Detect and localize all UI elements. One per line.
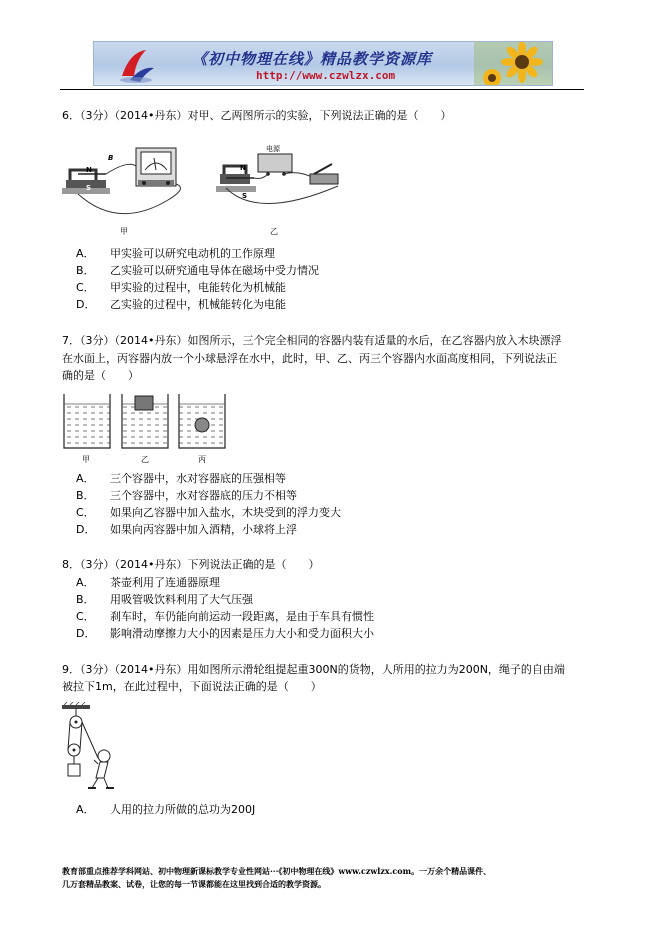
- fig7-label-jia: 甲: [82, 455, 90, 464]
- fig6-jia-n-label: N: [86, 166, 92, 174]
- question-9-stem-line-2: 被拉下1m，在此过程中，下面说法正确的是（ ）: [62, 680, 322, 693]
- question-9-pulley-figure: [60, 702, 130, 796]
- question-8-option-c[interactable]: C． 刹车时，车仍能向前运动一段距离，是由于车具有惯性: [76, 610, 374, 623]
- question-6-option-a[interactable]: A． 甲实验可以研究电动机的工作原理: [76, 247, 275, 260]
- sunflower-image: [474, 42, 553, 86]
- fig6-jia-b-label: B: [108, 154, 114, 162]
- question-7-stem-line-2: 在水面上，丙容器内放一个小球悬浮在水中，此时，甲、乙、丙三个容器内水面高度相同，下列说法正: [62, 352, 557, 365]
- fig7-label-bing: 丙: [198, 455, 206, 464]
- banner-title: 《初中物理在线》精品教学资源库: [192, 50, 433, 68]
- fig6-label-jia: 甲: [120, 227, 128, 236]
- question-8-option-d[interactable]: D． 影响滑动摩擦力大小的因素是压力大小和受力面积大小: [76, 627, 374, 640]
- question-8-stem: 8．（3分）（2014•丹东）下列说法正确的是（ ）: [62, 558, 320, 571]
- fig6-label-yi: 乙: [270, 227, 278, 236]
- fig6-yi-n-label: N: [240, 164, 246, 172]
- question-6-option-b[interactable]: B． 乙实验可以研究通电导体在磁场中受力情况: [76, 264, 319, 277]
- footer-line-2: 几万套精品教案、试卷，让您的每一节课都能在这里找到合适的教学资源。: [62, 879, 326, 889]
- fig6-jia-s-label: S: [86, 184, 92, 192]
- question-7-option-d[interactable]: D． 如果向丙容器中加入酒精，小球将上浮: [76, 523, 297, 536]
- question-6-option-c[interactable]: C． 甲实验的过程中，电能转化为机械能: [76, 281, 286, 294]
- header-banner: [93, 41, 553, 86]
- footer-line-1: 教育部重点推荐学科网站、初中物理新课标教学专业性网站···《初中物理在线》www.czwlzx.com。一万余个精品课件、: [62, 866, 492, 876]
- question-7-stem-line-1: 7．（3分）（2014•丹东）如图所示，三个完全相同的容器内装有适量的水后，在乙容器内放入木块漂浮: [62, 334, 562, 347]
- fig6-yi-s-label: S: [242, 192, 248, 200]
- question-7-option-a[interactable]: A． 三个容器中，水对容器底的压强相等: [76, 472, 286, 485]
- header-rule: [60, 89, 584, 90]
- fig7-label-yi: 乙: [141, 455, 149, 464]
- question-8-option-b[interactable]: B． 用吸管吸饮料利用了大气压强: [76, 593, 253, 606]
- banner-url[interactable]: http://www.czwlzx.com: [256, 69, 396, 82]
- question-7-option-c[interactable]: C． 如果向乙容器中加入盐水，木块受到的浮力变大: [76, 506, 341, 519]
- question-7-figure: [58, 392, 238, 466]
- question-6-stem: 6．（3分）（2014•丹东）对甲、乙两图所示的实验，下列说法正确的是（ ）: [62, 109, 452, 122]
- question-7-stem-line-3: 确的是（ ）: [62, 369, 139, 382]
- question-9-option-a[interactable]: A． 人用的拉力所做的总功为200J: [76, 803, 256, 816]
- site-logo: [116, 46, 156, 84]
- question-8-option-a[interactable]: A． 茶壶利用了连通器原理: [76, 576, 220, 589]
- question-6-option-d[interactable]: D． 乙实验的过程中，机械能转化为电能: [76, 298, 286, 311]
- fig6-yi-power-label: 电源: [266, 145, 280, 153]
- question-6-figure: [58, 130, 358, 240]
- question-9-stem-line-1: 9．（3分）（2014•丹东）用如图所示滑轮组提起重300N的货物，人所用的拉力为200N，绳子的自由端: [62, 663, 565, 676]
- question-7-option-b[interactable]: B． 三个容器中，水对容器底的压力不相等: [76, 489, 297, 502]
